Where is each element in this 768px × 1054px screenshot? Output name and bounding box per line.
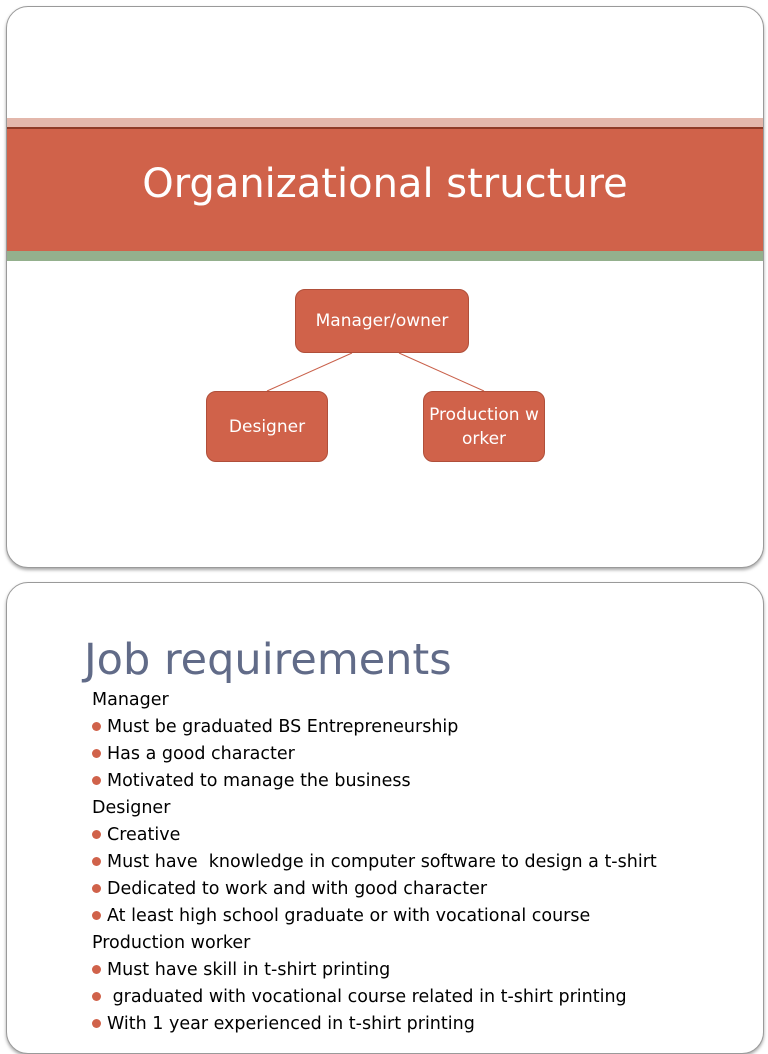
- requirement-text: Has a good character: [107, 744, 295, 764]
- requirement-item: [92, 984, 752, 1011]
- requirement-text: Dedicated to work and with good character: [107, 879, 488, 899]
- org-node-manager: Manager/owner: [295, 289, 469, 353]
- requirement-item: [92, 903, 752, 930]
- bullet-icon: [92, 776, 101, 785]
- requirement-item: [92, 741, 752, 768]
- org-node-designer: Designer: [206, 391, 328, 462]
- slide-organizational-structure: [6, 6, 764, 568]
- requirement-item: [92, 849, 752, 876]
- requirement-text: Creative: [107, 825, 181, 845]
- requirement-text: Must have skill in t-shirt printing: [107, 960, 391, 980]
- requirement-item: [92, 957, 752, 984]
- requirement-heading: [92, 687, 752, 714]
- bullet-icon: [92, 749, 101, 758]
- slide-job-requirements: [6, 582, 764, 1054]
- requirement-text: Must have knowledge in computer software to design a t-shirt: [107, 852, 657, 872]
- requirements-list: [92, 687, 752, 1038]
- slide-title: Job requirements: [84, 635, 452, 685]
- requirement-heading: [92, 795, 752, 822]
- bullet-icon: [92, 722, 101, 731]
- connector-manager-designer: [267, 353, 352, 391]
- requirement-text: graduated with vocational course related in t-shirt printing: [107, 987, 627, 1007]
- requirement-text: At least high school graduate or with vocational course: [107, 906, 591, 926]
- bullet-icon: [92, 830, 101, 839]
- requirement-text: Motivated to manage the business: [107, 771, 411, 791]
- bullet-icon: [92, 857, 101, 866]
- connector-manager-production: [399, 353, 484, 391]
- bullet-icon: [92, 884, 101, 893]
- requirement-item: [92, 1011, 752, 1038]
- org-chart: [7, 7, 763, 567]
- requirement-text: Production worker: [92, 933, 251, 953]
- requirement-item: [92, 768, 752, 795]
- requirement-item: [92, 876, 752, 903]
- requirement-item: [92, 714, 752, 741]
- requirement-text: With 1 year experienced in t-shirt printing: [107, 1014, 475, 1034]
- bullet-icon: [92, 965, 101, 974]
- requirement-text: Must be graduated BS Entrepreneurship: [107, 717, 459, 737]
- bullet-icon: [92, 992, 101, 1001]
- requirement-heading: [92, 930, 752, 957]
- slide-title: Organizational structure: [142, 161, 628, 207]
- org-chart-connectors: [7, 7, 763, 567]
- bullet-icon: [92, 911, 101, 920]
- requirement-text: Manager: [92, 690, 169, 710]
- requirement-text: Designer: [92, 798, 171, 818]
- requirement-item: [92, 822, 752, 849]
- org-node-production-worker: Production worker: [423, 391, 545, 462]
